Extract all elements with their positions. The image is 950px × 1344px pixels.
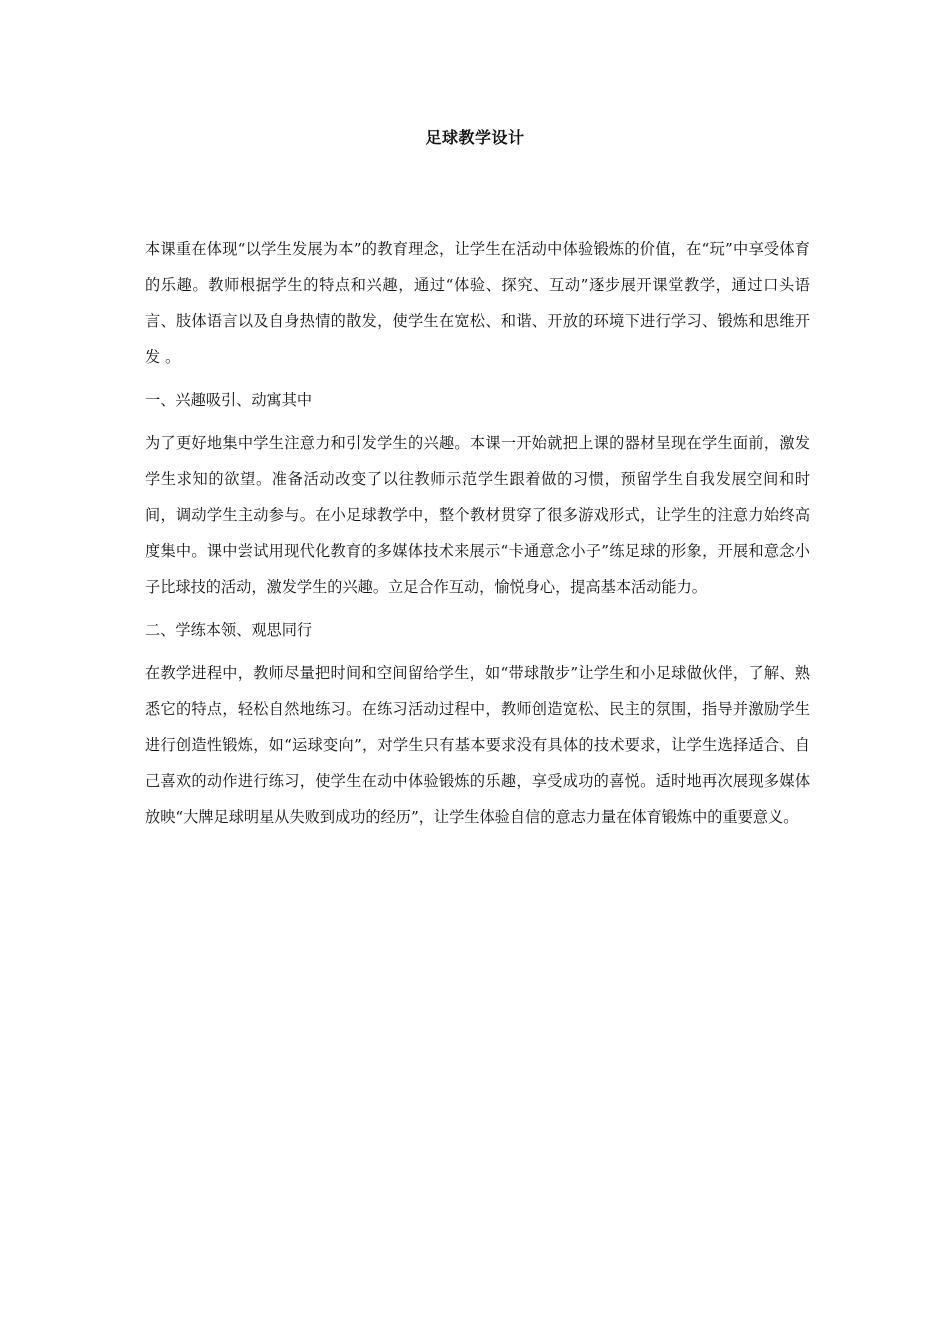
- section-1-heading: 一、兴趣吸引、动寓其中: [145, 391, 313, 409]
- document-body: [145, 231, 810, 842]
- section-2-heading: 二、学练本领、观思同行: [145, 621, 313, 639]
- section-1-paragraph: 为了更好地集中学生注意力和引发学生的兴趣。本课一开始就把上课的器材呈现在学生面前，激发学生求知的欲望。准备活动改变了以往教师示范学生跟着做的习惯，预留学生自我发展空间和时间，调动学生主动参与。在小足球教学中，整个教材贯穿了很多游戏形式，让学生的注意力始终高度集中。课中尝试用现代化教育的多媒体技术来展示“卡通意念小子”练足球的形象，开展和意念小子比球技的活动，激发学生的兴趣。立足合作互动，愉悦身心，提高基本活动能力。: [145, 434, 810, 596]
- section-2-paragraph: 在教学进程中，教师尽量把时间和空间留给学生，如“带球散步”让学生和小足球做伙伴，了解、熟悉它的特点，轻松自然地练习。在练习活动过程中，教师创造宽松、民主的氛围，指导并激励学生进行创造性锻炼，如“运球变向”，对学生只有基本要求没有具体的技术要求，让学生选择适合、自己喜欢的动作进行练习，使学生在动中体验锻炼的乐趣，享受成功的喜悦。适时地再次展现多媒体放映“大牌足球明星从失败到成功的经历”，让学生体验自信的意志力量在体育锻炼中的重要意义。: [145, 664, 810, 826]
- document-title: 足球教学设计: [425, 128, 525, 147]
- intro-paragraph: 本课重在体现“以学生发展为本”的教育理念，让学生在活动中体验锻炼的价值，在“玩”中享受体育的乐趣。教师根据学生的特点和兴趣，通过“体验、探究、互动”逐步展开课堂教学，通过口头语言、肢体语言以及自身热情的散发，使学生在宽松、和谐、开放的环境下进行学习、锻炼和思维开发 。: [145, 240, 810, 366]
